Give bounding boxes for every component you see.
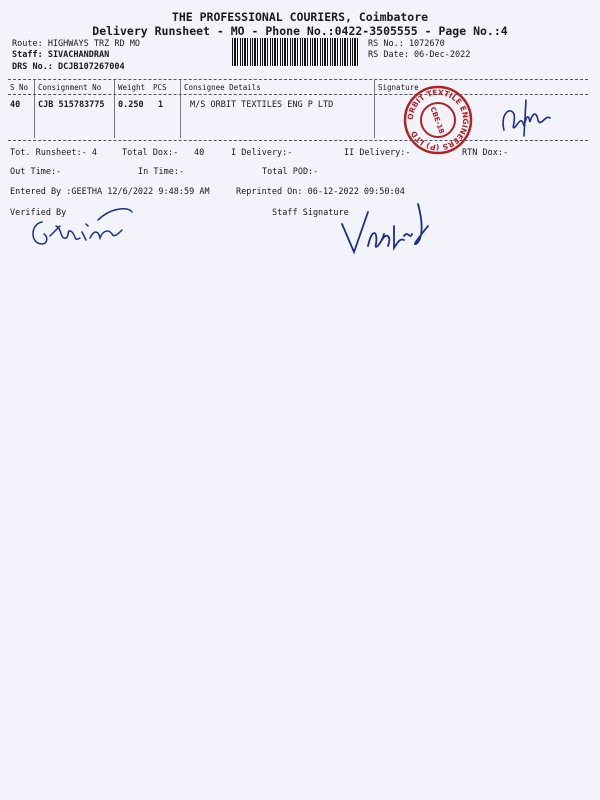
out-time: Out Time:- — [10, 167, 62, 177]
header-consignee: Consignee Details — [184, 83, 261, 92]
entered-by: Entered By :GEETHA 12/6/2022 9:48:59 AM — [10, 187, 210, 197]
staff-signature-label: Staff Signature — [272, 208, 349, 218]
staff-signature — [334, 196, 442, 258]
row-weight: 0.250 — [118, 100, 144, 110]
table-top-rule — [8, 79, 588, 80]
reprinted-on: Reprinted On: 06-12-2022 09:50:04 — [236, 187, 405, 197]
total-dox-label: Total Dox:- — [122, 148, 179, 158]
rtn-dox: RTN Dox:- — [462, 148, 509, 158]
column-divider — [180, 80, 181, 138]
total-pod: Total POD:- — [262, 167, 319, 177]
company-stamp — [402, 84, 474, 156]
drs-number: DRS No.: DCJB107267004 — [12, 62, 125, 72]
company-title: THE PROFESSIONAL COURIERS, Coimbatore — [171, 10, 429, 24]
header-weight: Weight — [118, 83, 146, 92]
column-divider — [34, 80, 35, 138]
barcode — [232, 38, 360, 66]
total-runsheet: Tot. Runsheet:- 4 — [10, 148, 97, 158]
column-divider — [374, 80, 375, 138]
in-time: In Time:- — [138, 167, 185, 177]
verifier-signature — [22, 200, 134, 252]
row-consignee: M/S ORBIT TEXTILES ENG P LTD — [190, 100, 334, 110]
table-bottom-rule — [8, 140, 588, 141]
column-divider — [114, 80, 115, 138]
row-consignment: CJB 515783775 — [38, 100, 105, 110]
route-label: Route: HIGHWAYS TRZ RD MO — [12, 39, 140, 49]
runsheet-subtitle: Delivery Runsheet - MO - Phone No.:0422-3505555 - Page No.:4 — [92, 24, 508, 38]
stamp-center-text: CBE-18 — [428, 105, 446, 135]
row-pcs: 1 — [158, 100, 164, 110]
stamp-ring-text: ORBIT TEXTILE ENGINEERS (P) LTD — [405, 87, 471, 153]
header-pcs: PCS — [153, 83, 167, 92]
rs-date: RS Date: 06-Dec-2022 — [368, 50, 471, 60]
i-delivery: I Delivery:- — [231, 148, 293, 158]
recipient-signature — [496, 92, 558, 138]
header-sno: S No — [10, 83, 29, 92]
header-signature: Signature — [378, 83, 419, 92]
header-consignment: Consignment No — [38, 83, 102, 92]
verified-by-label: Verified By — [10, 208, 67, 218]
staff-label: Staff: SIVACHANDRAN — [12, 50, 110, 60]
rs-number: RS No.: 1072670 — [368, 39, 445, 49]
row-sno: 40 — [10, 100, 21, 110]
ii-delivery: II Delivery:- — [344, 148, 411, 158]
total-dox-value: 40 — [194, 148, 205, 158]
